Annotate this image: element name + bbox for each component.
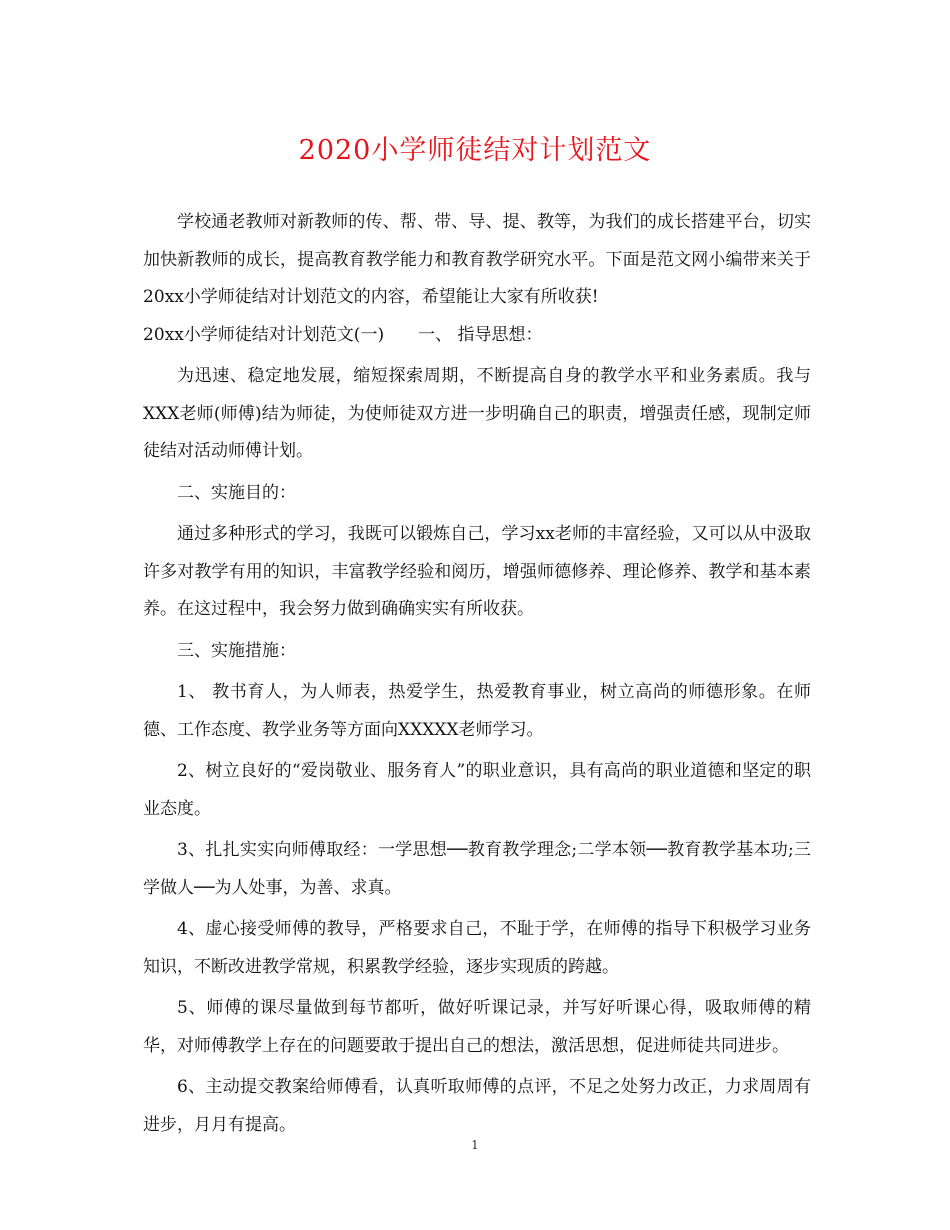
purpose-paragraph: 通过多种形式的学习，我既可以锻炼自己，学习xx老师的丰富经验，又可以从中汲取许多对教学有用的知识，丰富教学经验和阅历，增强师德修养、理论修养、教学和基本素养。在这过程中，我会努力做到确确实实有所收获。 [143,524,811,619]
section-heading-purpose: 二、实施目的： [177,482,296,503]
measure-item-4: 4、虚心接受师傅的教导，严格要求自己，不耻于学，在师傅的指导下积极学习业务知识，不断改进教学常规，积累教学经验，逐步实现质的跨越。 [143,919,811,977]
section-heading-guiding: 20xx小学师徒结对计划范文(一) 一、 指导思想： [143,324,543,345]
guiding-paragraph: 为迅速、稳定地发展，缩短探索周期，不断提高自身的教学水平和业务素质。我与XXX老师(师傅)结为师徒，为使师徒双方进一步明确自己的职责，增强责任感，现制定师徒结对活动师傅计划。 [143,366,811,461]
measure-item-5: 5、师傅的课尽量做到每节都听，做好听课记录，并写好听课心得，吸取师傅的精华，对师傅教学上存在的问题要敢于提出自己的想法，激活思想，促进师徒共同进步。 [143,998,811,1056]
section-heading-measures: 三、实施措施： [177,640,296,661]
measure-item-6: 6、主动提交教案给师傅看，认真听取师傅的点评，不足之处努力改正，力求周周有进步，月月有提高。 [143,1077,811,1135]
measure-item-3: 3、扎扎实实向师傅取经：一学思想──教育教学理念;二学本领──教育教学基本功;三学做人──为人处事，为善、求真。 [143,840,811,898]
intro-paragraph: 学校通老教师对新教师的传、帮、带、导、提、教等，为我们的成长搭建平台，切实加快新教师的成长，提高教育教学能力和教育教学研究水平。下面是范文网小编带来关于20xx小学师徒结对计划范文的内容，希望能让大家有所收获! [143,212,811,307]
document-title: 2020小学师徒结对计划范文 [298,135,652,166]
measure-item-1: 1、 教书育人，为人师表，热爱学生，热爱教育事业，树立高尚的师德形象。在师德、工作态度、教学业务等方面向XXXXX老师学习。 [143,682,811,740]
measure-item-2: 2、树立良好的“爱岗敬业、服务育人”的职业意识，具有高尚的职业道德和坚定的职业态度。 [143,761,811,819]
page-number: 1 [471,1138,479,1152]
document-body [143,204,811,1144]
